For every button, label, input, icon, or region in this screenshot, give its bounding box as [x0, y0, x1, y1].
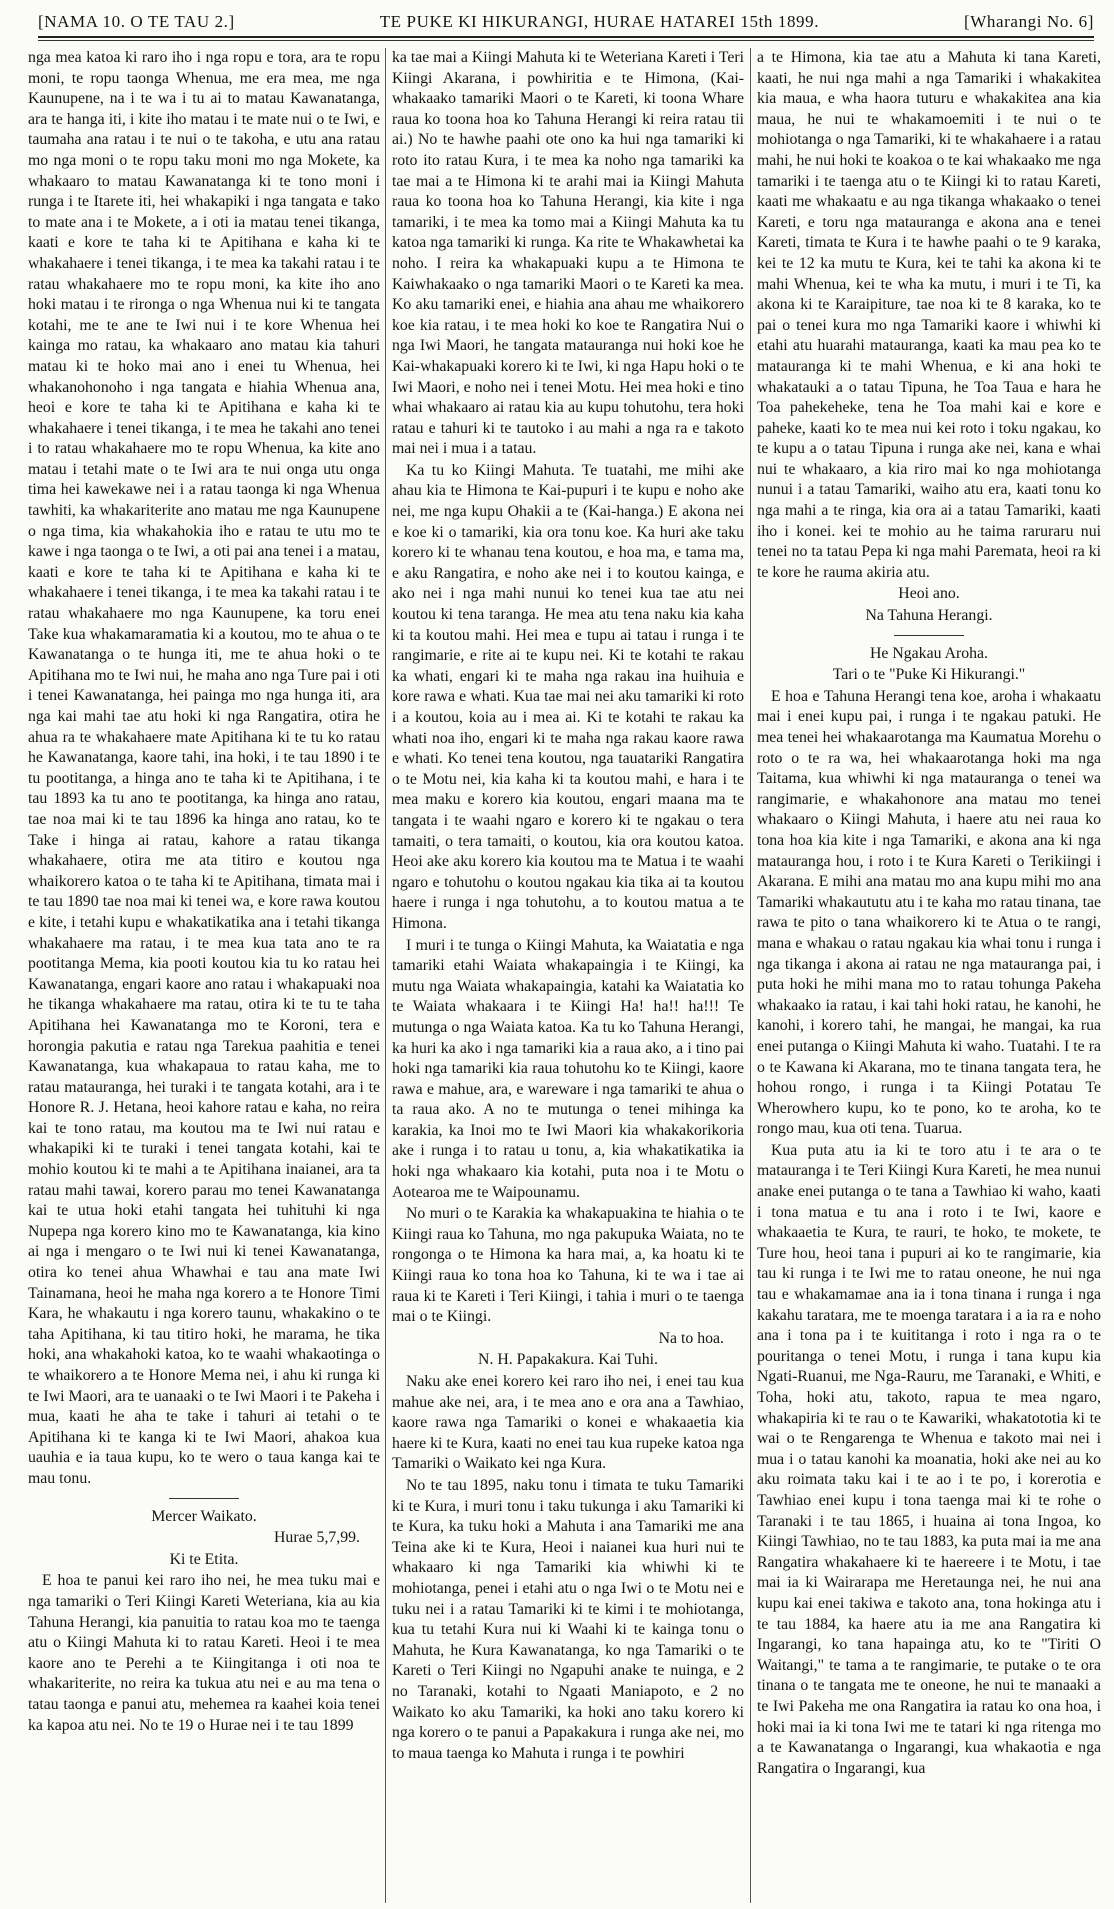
- separator: [169, 1498, 239, 1499]
- article-text: No muri o te Karakia ka whakapuakina te hiahia o te Kiingi raua ko Tahuna, mo nga pakupuka Waiata, no te rongonga o te Himona ka hara mai, a, ka hoatu ki te Kiingi raua ko tona hoa ko Tahuna, ki te wa i tae ai raua ki te Kareti i Teri Kiingi, i tahia i muri o te taenga mai o te Kiingi.: [392, 1205, 744, 1326]
- article-text: No te tau 1895, naku tonu i timata te tuku Tamariki ki te Kura, i muri tonu i taku tukunga i aku Tamariki ki te Kura, ka tuku hoki a Mahuta i ana Tamariki me ana Teina ake ki te Kura, Heoi i naianei kua huri nui te whakaaro ki nga Tamariki kia whiwhi ki te mohiotanga, penei i etahi atu o nga Iwi o te Motu nei e tuku nei i a ratau Tamariki ki te kimi i te mohiotanga, kua tu tetahi Kura nui ki Waahi ki te kainga tonu o Mahuta, he Kura Kawanatanga, ko nga Tamariki o te Kareti o Teri Kiingi no Ngapuhi anake te nuinga, e 2 no Taranaki, kotahi to Ngaati Maniapoto, e 2 no Waikato ko aku Tamariki, ka hoki ano taku korero ki nga korero o te panui a Papakakura i runga ake nei, mo to maua taenga ko Mahuta i runga i te powhiri: [392, 1476, 744, 1762]
- signature: Na Tahuna Herangi.: [865, 607, 993, 625]
- column-divider: [750, 48, 751, 1903]
- salutation: Ki te Etita.: [169, 1550, 239, 1568]
- separator: [894, 635, 964, 636]
- issue-number: [NAMA 10. O TE TAU 2.]: [38, 12, 235, 31]
- article-text: E hoa te panui kei raro iho nei, he mea tuku mai e nga tamariki o Teri Kiingi Kareti Weteriana, kia au kia Tahuna Herangi, kia panuitia to ratau koa mo te taenga atu o Kiingi Mahuta ki to ratau Kareti. Heoi i te mea kaore ano te Perehi a te Kiingitanga i oti noa te whakariterite, no reira ka tukua atu nei e au ma tena o tatau taonga e panui atu, mehemea ra kaahei koia tenei ka kapoa atu nei. No te 19 o Hurae nei i te tau 1899: [28, 1572, 380, 1734]
- article-text: ka tae mai a Kiingi Mahuta ki te Weteriana Kareti i Teri Kiingi Akarana, i powhiritia e te Himona, (Kai-whakaako tamariki Maori o te Kareti, ki toona Whare raua ko toona hoa ko Tahuna Herangi ki reira ratau tii ai.) No te hawhe paahi ote ono ka hui nga tamariki ki roto ito ratau Kura, i te mea ka noho nga tamariki ka tae mai a te Himona ki te arahi mai ia Kiingi Mahuta raua ko toona hoa ko Tahuna Herangi, kia kite i nga tamariki, i te mea ka tomo mai a Kiingi Mahuta ka tu katoa nga tamariki ki runga. Ka rite te Whakawhetai ka noho. I reira ka whakapuaki kupu a te Himona te Kaiwhakaako o nga tamariki Maori o te Kareti ka mea. Ko aku tamariki enei, e hiahia ana ahau me whaikorero koe kia ratau, i te mea hoki ko koe te Rangatira Nui o nga Iwi Maori, he tangata matauranga nui hoki koe he Kai-whakapuaki korero ki te Iwi, ki nga Hapu hoki o te Iwi Maori, e noho nei i tenei Motu. Hei mea hoki e tino whai whakaaro ai ratau kia au kupu tohutohu, tera hoki ratau e tahuri ki te tautoko i au mahi a nga ra e takoto mai nei i mua i a tatau.: [392, 49, 744, 458]
- addressee: Tari o te "Puke Ki Hikurangi.": [832, 666, 1026, 684]
- page-number: [Wharangi No. 6]: [964, 12, 1094, 31]
- masthead: [38, 8, 1094, 36]
- column-divider: [385, 48, 386, 1903]
- article-text: Naku ake enei korero kei raro iho nei, i enei tau kua mahue ake nei, ara, i te mea ano e ora ana a Tawhiao, kaore rawa nga Tamariki o konei e whakaaetia kia haere ki te Kura, kaati no enei tau kua rupeke katoa nga Tamariki o Waikato kei nga Kura.: [392, 1373, 744, 1473]
- dateline: Hurae 5,7,99.: [274, 1529, 360, 1547]
- signature-line: Na to hoa.: [658, 1329, 724, 1347]
- article-text: nga mea katoa ki raro iho i nga ropu e tora, ara te ropu moni, te ropu taonga Whenua, me era mea, me nga Kaunupene, na i te wa i tu ai to matau Kawanatanga, ara te hanga iti, i kite iho matau i te mate nui o te Iwi, e taumaha ana ratau i te nui o te takoha, e utu ana ratau mo nga moni o te ropu taku moni mo nga Mokete, ka whakaaro to matau Kawanatanga ki te tono moni i runga i te Itarete iti, hei whakapiki i nga tangata e tako to mate ana i te Mokete, a i oti ia matau tenei tikanga, kaati e kore te taha ki te Apitihana e kaha ki te whakahaere i tenei tikanga, i te mea ka takahi ratau i te ratau whakahaere mo te ropu moni, ka kite iho ano hoki matau i te rironga o nga Whenua nui ki te tangata kotahi, me te ane te Iwi nui i te kore Whenua hei kainga mo ratau, ka whakaaro ano matau kia tahuri matau ki te hoko mai ano i enei tu Whenua, hei whakanohonoho i nga tangata e hiahia Whenua ana, heoi e kore te taha ki te Apitihana e kaha ki te whakahaere i tenei tikanga, i te mea he takahi ano tenei i to ratau whakahaere mo te ropu Whenua, ka kite ano matau i tetahi mate o te Iwi ara te nui onga utu onga tima hei kawekawe nei i a ratau taonga ki nga Whenua tawhiti, ka whakariterite ano matau me nga Kaunupene o nga tima, kia whakahokia iho e ratau te utu mo te kawe i nga taonga o te Iwi, a oti pai ana tenei i a matau, kaati e kore te taha ki te Apitihana e kaha ki te whakahaere i tenei tikanga, i te mea ka takahi ratau i te ratau whakahaere mo nga Kaunupene, ka toru enei Take kua whakamaramatia ki a koutou, mo te ahua o te Kawanatanga o te hunga iti, me te ahua hoki o te Apitihana mo te Iwi nui, he maha ano nga Ture pai i oti i tenei Kawanatanga, hei painga mo nga hunga iti, ara nga kai mahi tae atu hoki ki nga Rangatira, otira he ahua ra te whakahaere mate Apitihana ki te tu ko ratau he Kawanatanga, kaore tahi, ina hoki, i te tau 1890 i te tu pootitanga, a hinga ano te taha ki te Apitihana, i te tau 1893 ka tu ano te pootitanga, ka hinga ano ratau, tae noa mai ki te tau 1896 ka hinga ano ratau, ko te Take i hinga ai ratau, kahore a ratau tikanga whakahaere, otira me ata titiro e koutou nga whaikorero katoa o te taha ki te Apitihana, timata mai i te tau 1890 tae noa mai ki tenei wa, e kore rawa koutou e kite, i tetahi kupu e whakatikatika ana i tetahi tikanga whakahaere ma ratau, i te mea kua tata ano te ra pootitanga Mema, kia pooti koutou kia tu ko ratau hei Kawanatanga, engari kaore ano ratau i whakapuaki noa he tikanga whakahaere ma ratau, otira ki te tu te taha Apitihana hei Kawanatanga mo te Koroni, tera e horongia pakutia e ratau nga Tarekua paahitia e tenei Kawanatanga, kua whakapaua to ratau kaha, me to ratau matauranga, hei turaki i te tangata kotahi, ara i te Honore R. J. Hetana, heoi kahore ratau e kaha, no reira kai te tono ratau, ma koutou ma te Iwi nui ratau e whakapiki ki te turaki i tenei tangata kotahi, kai te mohio koutou ki te mahi a te Apitihana inaianei, ara ta ratau mahi tawai, korero parau mo tenei Kawanatanga kai te utua hoki etahi tangata hei tuhituhi ki nga Nupepa nga korero kino mo te Kawanatanga, kia kino ai nga i mengaro o te Iwi nui ki tenei Kawanatanga, otira ko tenei ahua Whawhai e tau ana mate Iwi Tainamana, heoi he maha nga korero a te Honore Timi Kara, he whakautu i nga korero taunu, whakakino o te taha Apitihana, ki tau titiro hoki, he marama, he tika hoki, ana whakahoki katoa, ko te waahi whakaotinga o te whaikorero a te Honore Mema nei, i ahu ki runga ki te Iwi Maori, ara te uanaaki o te Iwi Maori i te Pakeha i mua, kaati he aha te take i tahuri ai tetahi o te Apitihana ki te kanga ki te Iwi Maori, ahakoa kua uauhia e ia taua kupu, ko te wero o taua kanga kai te mau tonu.: [28, 49, 380, 1487]
- column-1: [28, 48, 380, 1903]
- article-text: E hoa e Tahuna Herangi tena koe, aroha i whakaatu mai i enei kupu pai, i runga i te ngakau patuki. He mea tenei hei whakaarotanga ma Kaumatua Morehu o roto o te ra wa, hei whakaarotanga hoki ma nga Taitama, kua whiwhi ki nga matauranga o tenei wa rangimarie, e whakahonore ana matau mo tenei whakaaro o Kiingi Mahuta, i haere atu nei raua ko tona hoa kia kite i nga Tamariki, e akona ana ki nga matauranga hou, i roto i te Kura Kareti o Terikiingi i Akarana. E mihi ana matau mo ana kupu mihi mo ana Tamariki whakaututu atu i te kaha mo ratau tinana, tae rawa te pito o tana whaikorero ki te Atua o te rangi, mana e whakau o ratau ngakau kia whai tonu i runga i nga tikanga i akona ai ratau ne nga matauranga pai, i puta hoki he mihi mana mo to ratau tohunga Pakeha whakaako ia ratau, i kai tahi hoki ratau, he kanohi, he kanohi, i korero tahi, he mangai, he mangai, ka rua enei putanga o Kiingi Mahuta ki waho. Tuatahi. I te ra o te Kawana ki Akarana, mo te tinana tangata tera, he hohou rongo, i runga i ta Kiingi Potatau Te Wherowhero kupu, ko te pono, ko te aroha, ko te rongo mau, kua oti tena. Tuarua.: [757, 687, 1101, 1138]
- article-text: Kua puta atu ia ki te toro atu i te ara o te matauranga i te Teri Kiingi Kura Kareti, he mea nunui anake enei putanga o te tana a Tawhiao ki waho, kaati i tona matua e tu ana i roto i te Iwi, kaore e whakaaetia te Kura, te rauri, te hoko, te mokete, te Ture hou, heoi tana i pupuri ai ko te rangimarie, kia tau ki runga i te Iwi me to ratau oneone, he nui nga tau e whakamamae ana ia i tona tinana i runga i nga kakahu taratara, me te moenga taratara i a ia ra e noho ana i tona pa i te kuititanga i roto i nga ra o te pouritanga o tenei Motu, i runga i tana kupu kia Ngati-Ruanui, me Nga-Rauru, me Taranaki, e Whiti, e Toha, hoki atu, takoto, rapua te mea ngaro, whakapiria ki te rau o te Kawariki, whakatototia ki te wai o te Rengarenga te Whenua e takoto mai nei i mua i o tatau kanohi ka moanatia, hoki ake nei au ko aku roimata taku kai i te ao i te po, i korerotia e Tawhiao enei kupu i tona taenga mai ki te rohe o Taranaki i te tau 1865, i huaina ai tona Ingoa, ko Kiingi Tawhiao, no te tau 1883, ka puta mai ia me ana Rangatira whakahaere ki te haereere i te Motu, i tae mai ia ki Wairarapa me Heretaunga nei, he nui ana kupu kai enei takiwa e takoto ana, tona hokinga atu i te tau 1884, ka haere atu ia me ana Rangatira ki Ingarangi, ko tana hapainga atu, ko te "Tiriti O Waitangi," te tama a te rangimarie, te putake o te ora tinana o te tangata me te oneone, he nui te manaaki a te Iwi Pakeha me ona Rangatira ia ratau ko ona hoa, i hoki mai ia ki tona Iwi me te tatari ki nga ritenga mo a te Kawanatanga o Ingarangi, kua whakaotia e nga Rangatira o Ingarangi, kua: [757, 1141, 1101, 1777]
- column-2: [392, 48, 744, 1903]
- article-text: I muri i te tunga o Kiingi Mahuta, ka Waiatatia e nga tamariki etahi Waiata whakapaingia i te Kiingi, ka mutu nga Waiata whakapaingia, katahi ka Waiatatia ko te Waiata whakaara i te Kiingi Ha! ha!! ha!!! Te mutunga o nga Waiata katoa. Ka tu ko Tahuna Herangi, ka huri ka ako i nga tamariki kia a raua ako, a i tino pai hoki nga tamariki kia raua tohutohu ko te Kiingi, kaore rawa e mahue, ara, e wareware i nga tamariki te ahua o ta raua ako. A no te mutunga o tenei mihinga ka karakia, ka Inoi mo te Iwi Maori kia whakakorikoria ake i runga i to ratau u tonu, a, kia whakatikatika ia hoki nga whakaaro kia kotahi, puta noa i te Motu o Aotearoa me te Waipounamu.: [392, 936, 744, 1201]
- article-text: a te Himona, kia tae atu a Mahuta ki tana Kareti, kaati, he nui nga mahi a nga Tamariki i whakakitea kia maua, e wha haora tuturu e whakakitea ana kia maua, he nui te whakamoemiti i te nui o te mohiotanga o nga Tamariki, ki te whakahaere i a ratau mahi, he nui hoki te koakoa o te kai whakaako me nga tamariki i te taenga atu o te Kiingi ki to ratau Kareti, kaati me whakaatu e au nga tikanga whakaako o tenei Kareti, e toru nga matauranga e akona ana e tenei Kareti, timata te Kura i te hawhe paahi o te 9 karaka, kei te 12 ka mutu te Kura, kei te tahi ka akona ki te mahi Whenua, kei te wha ka mutu, i muri i te Ti, ka akona ki te Karaipiture, tae noa ki te 8 karaka, ko te pai o tenei kura mo nga Tamariki kaore i whiwhi ki etahi atu huarahi matauranga, kaati ka mau pea ko te matauranga ki te mahi Whenua, e ki ana hoki te whakatauki a o tatau Tipuna, he Toa Taua e hara he Toa pahekeheke, tena he Toa mahi kai e kore e paheke, kaati ko te mea nui kei roto i toku ngakau, ko te kupu a o tatau Tipuna i runga ake nei, kana e whai nui te whakaaro, a kia riro mai ko nga mohiotanga nunui i a tatau Tamariki, waiho atu era, kaati tonu ko nga mahi a te ringa, kia ora ai a tatau Tamariki, kaati iho i konei. kei te mohio au he taima raruraru nui tenei no ta tatau Pepa ki nga mahi Paremata, heoi ra ki te kore he rauma akiria atu.: [757, 49, 1101, 581]
- header-rule-thin: [38, 40, 1094, 41]
- closing: Heoi ano.: [898, 585, 960, 603]
- article-text: Ka tu ko Kiingi Mahuta. Te tuatahi, me mihi ake ahau kia te Himona te Kai-pupuri i te kupu e noho ake nei, me nga kupu Ohakii a te (Kai-hanga.) E akona nei e koe ki o tamariki, kia ora tonu koe. Ka huri ake taku korero ki te whanau tena koutou, e hoa ma, e tama ma, e aku Rangatira, e noho ake nei i to koutou kainga, e ako nei i nga mahi nunui ko tenei kua tae atu nei koutou ki tena taranga. He mea atu tena naku kia kaha ki ta koutou mahi. Hei mea e tupu ai tatau i runga i te rangimarie, e rite ai te kupu nei. Ki te kotahi te rakau ka whati, engari ki te maha nga rakau ina huihuia e kore rawa e whati. Kua tae mai nei aku tamariki ki roto i a koutou, koia au i mea ai. Ki te kotahi te rakau ka whati noa iho, engari ki te maha nga rakau kaore rawa e whati. Ko tenei tena koutou, nga tauatariki Rangatira o te Motu nei, kia kaha ki ta koutou mahi, e hara i te mea maku e korero kia koutou, engari maana ma te tangata i te waahi ngaro e korero ki te ngakau o tera tamaiti, o tera tamaiti, o koutou, kia ora koutou katoa. Heoi ake aku korero kia koutou ma te Matua i te waahi ngaro e tohutohu o koutou ngakau kia tika ai ta koutou haere i runga i nga tohutohu, a to koutou matua a te Himona.: [392, 461, 744, 932]
- signature: N. H. Papakakura. Kai Tuhi.: [478, 1351, 658, 1369]
- newspaper-title-date: TE PUKE KI HIKURANGI, HURAE HATAREI 15th 1899.: [379, 12, 820, 31]
- section-heading: He Ngakau Aroha.: [870, 644, 988, 662]
- signature: Mercer Waikato.: [151, 1507, 257, 1525]
- column-3: [757, 48, 1101, 1903]
- header-rule: [38, 36, 1094, 38]
